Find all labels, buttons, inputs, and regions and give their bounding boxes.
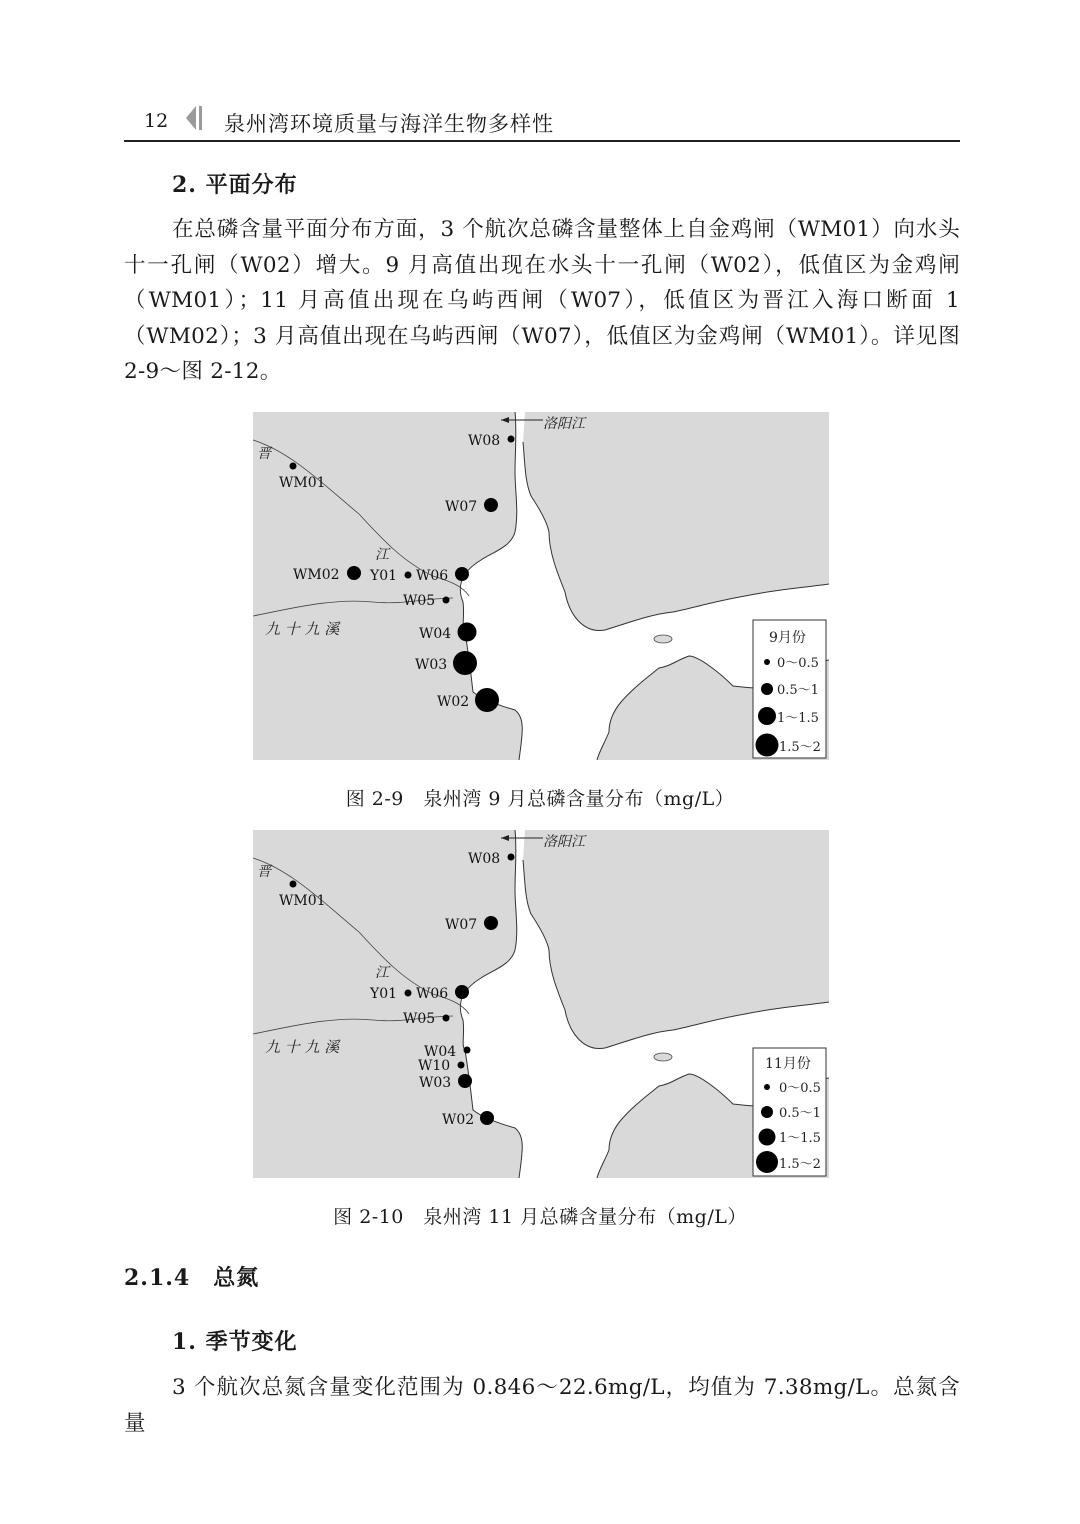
legend-dot-1 [764,659,770,665]
label-jin: 晋 [257,446,271,462]
label-jiushijiu: 九 十 九 溪 [265,1038,340,1056]
station-label-wm01: WM01 [279,893,326,909]
page-number: 12 [144,110,169,132]
label-luoyang: 洛阳江 [543,416,585,432]
station-dot-w05 [443,1015,450,1022]
station-dot-w06 [455,985,469,999]
running-header [124,100,960,142]
station-label-w08: W08 [468,433,501,449]
label-jin: 晋 [257,864,271,880]
station-label-wm02: WM02 [293,567,340,583]
station-dot-w07 [484,916,498,930]
legend-dot-3 [759,1129,776,1146]
land-north [523,412,829,631]
book-title: 泉州湾环境质量与海洋生物多样性 [224,112,554,136]
station-dot-y01 [405,990,412,997]
legend-title: 11月份 [765,1056,811,1072]
station-label-w08: W08 [468,851,501,867]
subheading-seasonal: 1. 季节变化 [172,1329,298,1355]
plane-paragraph: 在总磷含量平面分布方面，3 个航次总磷含量整体上自金鸡闸（WM01）向水头十一孔闸（W02）增大。9 月高值出现在水头十一孔闸（W02），低值区为金鸡闸（WM01）；11 月高值出现在乌屿西闸（W07），低值区为晋江入海口断面 1（WM02）；3 月高值出现在乌屿西闸（W07），低值区为金鸡闸（WM01）。详见图 2-9～图 2-12。 [124,217,960,384]
station-dot-w02 [480,1111,494,1125]
sep-map-svg [253,412,829,760]
station-dot-w04 [464,1047,471,1054]
nov-map-svg [253,830,829,1178]
islet [654,635,672,643]
section-heading-plane: 2. 平面分布 [172,172,298,198]
station-label-w06: W06 [416,568,449,584]
legend-dot-2 [761,1106,773,1118]
station-label-w03: W03 [419,1075,452,1091]
station-dot-wm01 [290,881,297,888]
header-ornament-icon [184,104,206,132]
legend-dot-1 [764,1084,770,1090]
station-dot-w03 [453,651,477,675]
legend-label-1: 0～0.5 [777,656,819,671]
station-label-y01: Y01 [370,568,398,584]
station-dot-wm02 [347,566,361,580]
station-label-w06: W06 [416,986,449,1002]
station-dot-w05 [443,597,450,604]
station-label-y01: Y01 [370,986,398,1002]
legend-dot-4 [756,734,779,757]
figure-sep-map [253,412,829,760]
label-jiang: 江 [375,547,389,563]
legend-label-3: 1～1.5 [777,711,819,726]
label-jiang: 江 [375,965,389,981]
station-dot-w06 [455,567,469,581]
station-dot-wm01 [290,463,297,470]
station-label-w10: W10 [418,1058,451,1074]
figure-caption-nov: 图 2-10 泉州湾 11 月总磷含量分布（mg/L） [333,1206,747,1228]
figure-caption-sep: 图 2-9 泉州湾 9 月总磷含量分布（mg/L） [345,788,735,810]
label-jiushijiu: 九 十 九 溪 [265,620,340,638]
legend-label-3: 1～1.5 [779,1131,821,1146]
station-label-wm01: WM01 [279,475,326,491]
legend-label-1: 0～0.5 [779,1081,821,1096]
station-label-w04: W04 [424,1044,457,1060]
station-label-w05: W05 [403,1011,436,1027]
label-luoyang: 洛阳江 [543,834,585,850]
legend-label-2: 0.5～1 [779,1106,821,1121]
station-label-w07: W07 [445,917,478,933]
station-dot-w08 [508,436,515,443]
legend-dot-4 [756,1151,778,1173]
station-dot-w08 [508,854,515,861]
station-dot-w04 [458,623,477,642]
station-label-w05: W05 [403,593,436,609]
station-label-w07: W07 [445,499,478,515]
tn-paragraph: 3 个航次总氮含量变化范围为 0.846～22.6mg/L，均值为 7.38mg/L。总氮含量 [124,1375,960,1436]
station-label-w04: W04 [419,626,452,642]
station-dot-w07 [484,498,498,512]
islet [654,1053,672,1061]
legend-dot-2 [761,683,773,695]
station-dot-y01 [405,572,412,579]
legend-label-2: 0.5～1 [777,683,819,698]
legend-label-4: 1.5～2 [779,740,821,755]
section-heading-tn: 2.1.4 总氮 [124,1265,260,1291]
land-north [523,830,829,1049]
legend-label-4: 1.5～2 [779,1157,821,1172]
station-label-w03: W03 [415,657,448,673]
station-dot-w02 [475,688,499,712]
station-label-w02: W02 [442,1112,475,1128]
legend-dot-3 [758,707,776,725]
station-dot-w10 [458,1062,465,1069]
figure-nov-map [253,830,829,1178]
station-label-w02: W02 [437,694,470,710]
station-dot-w03 [458,1074,472,1088]
legend-title: 9月份 [769,630,806,646]
